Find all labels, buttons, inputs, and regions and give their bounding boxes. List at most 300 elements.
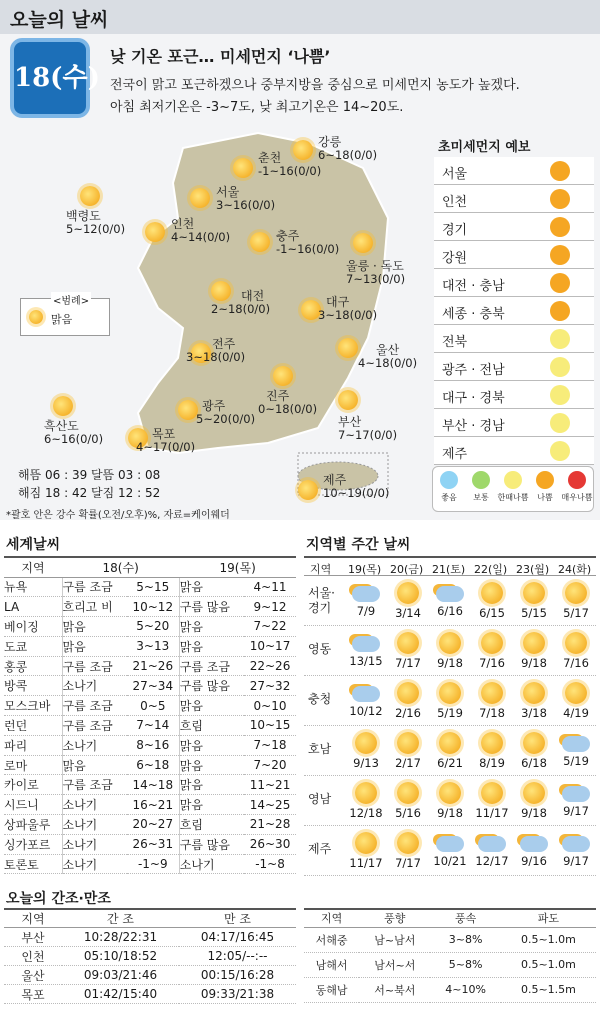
weekly-header (304, 556, 596, 576)
table-cell: 구름 조금 (62, 656, 127, 676)
weekly-row (304, 726, 596, 776)
face-icon (550, 161, 570, 181)
weekly-cell (556, 628, 596, 670)
dust-rows (434, 157, 594, 465)
sun-icon (565, 582, 587, 604)
weekly-header-cell: 20(금) (390, 563, 424, 576)
table-cell: 흐리고 비 (62, 597, 127, 617)
weekly-header-cell: 23(월) (516, 563, 550, 576)
face-icon (550, 385, 570, 405)
header-day1: 18(수) (62, 557, 179, 577)
weekly-header-cell: 21(토) (432, 563, 466, 576)
table-cell: 05:10/18:52 (62, 947, 179, 966)
table-cell: 27~32 (244, 676, 296, 696)
sun-icon (273, 366, 293, 386)
city-ulsan: 울산 4~18(0/0) (358, 343, 418, 370)
table-cell: 홍콩 (4, 656, 62, 676)
city-heuksando: 흑산도 6~16(0/0) (44, 419, 104, 446)
weekly-cell (388, 578, 428, 620)
city-mokpo: 목포 4~17(0/0) (136, 427, 196, 454)
weekly-header-cell: 24(화) (558, 563, 592, 576)
sun-icon (397, 832, 419, 854)
table-cell: 26~30 (244, 834, 296, 854)
weekly-row (304, 576, 596, 626)
table-cell: 동해남 (304, 977, 359, 1002)
table-cell: 26~31 (127, 834, 180, 854)
weekly-region: 제주 (308, 842, 332, 856)
table-cell: 맑음 (179, 795, 244, 815)
weekly-temp: 9/18 (521, 656, 547, 670)
table-cell: 소나기 (179, 854, 244, 874)
page-title: 오늘의 날씨 (10, 9, 109, 31)
dust-row (434, 185, 594, 213)
dust-row (434, 157, 594, 185)
table-cell: 남~남서 (359, 927, 430, 952)
date-badge: 18(수) (10, 38, 90, 118)
weekly-cell (388, 628, 428, 670)
weekly-region: 충청 (308, 692, 332, 706)
weekly-cell (346, 778, 386, 820)
table-cell: 11~21 (244, 775, 296, 795)
weekly-temp: 9/17 (563, 804, 589, 818)
dust-row (434, 213, 594, 241)
weekly-temp: 5/16 (395, 806, 421, 820)
table-row (4, 597, 296, 617)
table-cell: 4~10% (430, 977, 500, 1002)
table-cell: 7~14 (127, 716, 180, 736)
cloudy-icon (478, 836, 506, 852)
table-cell: 상파울루 (4, 815, 62, 835)
table-cell: 16~21 (127, 795, 180, 815)
map-legend: <범례> 맑음 (20, 298, 110, 336)
weekly-cell (430, 628, 470, 670)
weekly-temp: 5/19 (563, 754, 589, 768)
weekly-region: 영남 (308, 792, 332, 806)
table-cell: 0.5~1.0m (501, 927, 596, 952)
weekly-temp: 7/17 (395, 656, 421, 670)
table-cell: 소나기 (62, 795, 127, 815)
table-cell: 싱가포르 (4, 834, 62, 854)
table-cell: 6~18 (127, 755, 180, 775)
weekly-cell (388, 828, 428, 870)
table-cell: 남서~서 (359, 952, 430, 977)
weekly-temp: 7/17 (395, 856, 421, 870)
weekly-row (304, 676, 596, 726)
dust-legend-label: 나쁨 (537, 493, 553, 502)
sun-icon (523, 732, 545, 754)
weekly-cell (556, 578, 596, 620)
face-icon (550, 413, 570, 433)
table-cell: 베이징 (4, 617, 62, 637)
table-cell: 구름 조금 (62, 775, 127, 795)
dust-legend-label: 보통 (473, 493, 489, 502)
sun-icon (145, 222, 165, 242)
weekly-temp: 7/16 (479, 656, 505, 670)
waves-header-direction: 풍향 (359, 909, 430, 927)
table-cell: 시드니 (4, 795, 62, 815)
sun-icon (397, 782, 419, 804)
weekly-cell (514, 728, 554, 770)
table-cell: 10:28/22:31 (62, 928, 179, 947)
weekly-cell (472, 728, 512, 770)
dust-legend-label: 매우나쁨 (561, 493, 593, 502)
weekly-cell (388, 728, 428, 770)
weekly-cell (472, 628, 512, 670)
tides-header-high: 만 조 (179, 909, 296, 928)
dust-row (434, 437, 594, 465)
city-chungju: 충주 -1~16(0/0) (276, 229, 340, 256)
weekly-temp: 12/17 (475, 854, 509, 868)
dust-region: 대전 · 충남 (442, 279, 505, 294)
cloudy-icon (562, 836, 590, 852)
weekly-temp: 9/18 (437, 806, 463, 820)
weekly-cell (430, 828, 470, 868)
city-chuncheon: 춘천 -1~16(0/0) (258, 151, 322, 178)
dust-region: 제주 (442, 447, 468, 462)
weekly-temp: 12/18 (349, 806, 383, 820)
weekly-region: 호남 (308, 742, 332, 756)
weekly-temp: 5/19 (437, 706, 463, 720)
city-seoul: 서울 3~16(0/0) (216, 185, 276, 212)
table-cell: 맑음 (179, 636, 244, 656)
weekly-cell (472, 578, 512, 620)
table-cell: 구름 조금 (62, 716, 127, 736)
table-cell: 10~17 (244, 636, 296, 656)
dust-legend-label: 한때나쁨 (497, 493, 529, 502)
cloudy-icon (436, 586, 464, 602)
dust-legend-item (497, 471, 529, 503)
table-cell: 뉴욕 (4, 577, 62, 597)
table-cell: 흐림 (179, 716, 244, 736)
weekly-temp: 7/18 (479, 706, 505, 720)
weekly-header-cell: 22(일) (474, 563, 508, 576)
tides-table (4, 908, 296, 1004)
weekly-temp: 9/18 (521, 806, 547, 820)
face-icon (550, 301, 570, 321)
dust-region: 부산 · 경남 (442, 419, 505, 434)
table-row (4, 617, 296, 637)
weekly-temp: 6/15 (479, 606, 505, 620)
weekly-temp: 13/15 (349, 654, 383, 668)
face-icon (504, 471, 522, 489)
sun-icon (353, 233, 373, 253)
weekly-temp: 8/19 (479, 756, 505, 770)
weekly-cell (556, 778, 596, 818)
headline: 낮 기온 포근… 미세먼지 ‘나쁨’ (110, 47, 331, 66)
weekly-cell (472, 678, 512, 720)
table-cell: 맑음 (62, 755, 127, 775)
city-jeju: 제주 10~19(0/0) (323, 473, 390, 500)
sun-icon (53, 396, 73, 416)
weekly-temp: 7/16 (563, 656, 589, 670)
weekly-weather-title: 지역별 주간 날씨 (306, 537, 411, 553)
table-cell: 구름 많음 (179, 676, 244, 696)
weekly-cell (346, 828, 386, 870)
table-cell: 맑음 (179, 696, 244, 716)
weekly-temp: 9/16 (521, 854, 547, 868)
table-row (4, 815, 296, 835)
sun-icon (439, 782, 461, 804)
table-cell: -1~8 (244, 854, 296, 874)
cloudy-icon (562, 736, 590, 752)
table-row (4, 854, 296, 874)
face-icon (550, 441, 570, 461)
weekly-cell (514, 678, 554, 720)
dust-legend-item (465, 471, 497, 503)
weekly-weather-table (304, 556, 596, 876)
weekly-temp: 7/9 (356, 604, 376, 618)
table-cell: 00:15/16:28 (179, 966, 296, 985)
table-row (4, 577, 296, 597)
cloudy-icon (562, 786, 590, 802)
face-icon (550, 245, 570, 265)
weekly-region: 영동 (308, 642, 332, 656)
header-region: 지역 (4, 557, 62, 577)
sun-icon (523, 632, 545, 654)
table-row (304, 952, 596, 977)
sun-icon (178, 400, 198, 420)
table-cell: 구름 조금 (179, 656, 244, 676)
table-cell: 21~26 (127, 656, 180, 676)
table-cell: 7~20 (244, 755, 296, 775)
cloudy-icon (352, 686, 380, 702)
table-row (4, 716, 296, 736)
table-cell: 3~8% (430, 927, 500, 952)
table-cell: 20~27 (127, 815, 180, 835)
table-cell: 런던 (4, 716, 62, 736)
table-row (304, 927, 596, 952)
table-cell: 서~북서 (359, 977, 430, 1002)
sun-icon (338, 390, 358, 410)
weekly-temp: 9/17 (563, 854, 589, 868)
dust-region: 인천 (442, 195, 468, 210)
footnote: *괄호 안은 강수 확률(오전/오후)%, 자료=케이웨더 (6, 510, 230, 521)
table-cell: 소나기 (62, 854, 127, 874)
table-cell: 4~11 (244, 577, 296, 597)
table-cell: 남해서 (304, 952, 359, 977)
weekly-cell (430, 578, 470, 618)
dust-legend-item (529, 471, 561, 503)
table-cell: 소나기 (62, 735, 127, 755)
table-cell: 구름 조금 (62, 577, 127, 597)
weekly-row (304, 826, 596, 876)
table-cell: 14~18 (127, 775, 180, 795)
weekly-temp: 9/18 (437, 656, 463, 670)
table-cell: 맑음 (179, 617, 244, 637)
table-cell: 22~26 (244, 656, 296, 676)
sun-icon (338, 338, 358, 358)
fine-dust-forecast (434, 134, 594, 465)
table-cell: 소나기 (62, 676, 127, 696)
sun-icon (565, 682, 587, 704)
city-jeonju: 전주 3~18(0/0) (186, 337, 246, 364)
table-cell: 맑음 (179, 755, 244, 775)
face-icon (440, 471, 458, 489)
sun-icon (565, 632, 587, 654)
city-gangneung: 강릉 6~18(0/0) (318, 135, 378, 162)
city-busan: 부산 7~17(0/0) (338, 415, 398, 442)
waves-header-speed: 풍속 (430, 909, 500, 927)
weekly-temp: 10/21 (433, 854, 467, 868)
weekly-temp: 3/14 (395, 606, 421, 620)
city-gwangju: 광주 5~20(0/0) (196, 399, 256, 426)
table-cell: 토론토 (4, 854, 62, 874)
table-cell: 맑음 (62, 617, 127, 637)
weekly-cell (556, 678, 596, 720)
table-cell: 목포 (4, 985, 62, 1004)
table-cell: 0~10 (244, 696, 296, 716)
sun-icon (397, 582, 419, 604)
dust-row (434, 241, 594, 269)
table-cell: 0.5~1.0m (501, 952, 596, 977)
dust-legend-item (433, 471, 465, 503)
table-cell: 울산 (4, 966, 62, 985)
table-cell: 12:05/--:-- (179, 947, 296, 966)
tides-header-low: 간 조 (62, 909, 179, 928)
dust-region: 강원 (442, 251, 468, 266)
city-incheon: 인천 4~14(0/0) (171, 217, 231, 244)
dust-region: 전북 (442, 335, 468, 350)
weekly-region: 서울·경기 (308, 586, 335, 615)
weekly-temp: 6/18 (521, 756, 547, 770)
city-ulleung: 울릉 · 독도 7~13(0/0) (346, 259, 406, 286)
korea-map (8, 128, 426, 503)
weekly-temp: 10/12 (349, 704, 383, 718)
city-jinju: 진주 0~18(0/0) (258, 389, 318, 416)
table-cell: 01:42/15:40 (62, 985, 179, 1004)
table-cell: 0.5~1.5m (501, 977, 596, 1002)
table-cell: 9~12 (244, 597, 296, 617)
weekly-temp: 5/15 (521, 606, 547, 620)
table-cell: 맑음 (179, 735, 244, 755)
weekly-cell (472, 778, 512, 820)
table-cell: 카이로 (4, 775, 62, 795)
title-bar (0, 0, 600, 34)
dust-row (434, 409, 594, 437)
table-cell: 10~15 (244, 716, 296, 736)
table-cell: -1~9 (127, 854, 180, 874)
table-cell: 도쿄 (4, 636, 62, 656)
waves-table (304, 908, 596, 1003)
cloudy-icon (520, 836, 548, 852)
table-cell: 인천 (4, 947, 62, 966)
weekly-cell (388, 778, 428, 820)
dust-row (434, 269, 594, 297)
table-cell: 27~34 (127, 676, 180, 696)
sun-icon (80, 186, 100, 206)
waves-header-region: 지역 (304, 909, 359, 927)
world-weather-title: 세계날씨 (6, 537, 61, 553)
weekly-cell (346, 678, 386, 718)
dust-row (434, 297, 594, 325)
face-icon (550, 329, 570, 349)
sun-icon (523, 782, 545, 804)
table-cell: 모스크바 (4, 696, 62, 716)
table-cell: 09:03/21:46 (62, 966, 179, 985)
face-icon (568, 471, 586, 489)
dust-row (434, 381, 594, 409)
face-icon (536, 471, 554, 489)
table-cell: 14~25 (244, 795, 296, 815)
table-row (4, 985, 296, 1004)
sun-icon (233, 158, 253, 178)
sun-icon (250, 232, 270, 252)
table-cell: 방콕 (4, 676, 62, 696)
sun-icon (481, 582, 503, 604)
sunrise-info: 해뜸 06 : 39 달뜸 03 : 08 (18, 468, 161, 482)
dust-row (434, 325, 594, 353)
weekly-header-cell: 19(목) (348, 563, 382, 576)
table-cell: 10~12 (127, 597, 180, 617)
dust-legend-label: 좋음 (441, 493, 457, 502)
table-cell: 0~5 (127, 696, 180, 716)
weekly-temp: 4/19 (563, 706, 589, 720)
city-daejeon: 대전 2~18(0/0) (211, 289, 271, 316)
weekly-cell (388, 678, 428, 720)
weekly-cell (514, 778, 554, 820)
table-cell: 8~16 (127, 735, 180, 755)
weekly-cell (346, 628, 386, 668)
table-cell: 소나기 (62, 834, 127, 854)
table-cell: 5~20 (127, 617, 180, 637)
sun-icon (397, 632, 419, 654)
dust-title: 초미세먼지 예보 (438, 140, 531, 155)
table-cell: 소나기 (62, 815, 127, 835)
table-row (304, 977, 596, 1002)
tides-header-region: 지역 (4, 909, 62, 928)
header-day2: 19(목) (179, 557, 296, 577)
summary-line-2: 아침 최저기온은 -3~7도, 낮 최고기온은 14~20도. (110, 100, 404, 115)
dust-row (434, 353, 594, 381)
table-row (4, 676, 296, 696)
dust-region: 경기 (442, 223, 468, 238)
weekly-temp: 5/17 (563, 606, 589, 620)
table-cell: 04:17/16:45 (179, 928, 296, 947)
table-row (4, 947, 296, 966)
table-cell: 구름 많음 (179, 834, 244, 854)
sun-icon (298, 480, 318, 500)
table-cell: 구름 조금 (62, 696, 127, 716)
tides-title: 오늘의 간조·만조 (6, 891, 111, 907)
dust-region: 서울 (442, 167, 468, 182)
weekly-cell (514, 828, 554, 868)
table-cell: 7~18 (244, 735, 296, 755)
sun-icon (481, 782, 503, 804)
face-icon (550, 217, 570, 237)
table-cell: 09:33/21:38 (179, 985, 296, 1004)
table-cell: LA (4, 597, 62, 617)
table-row (4, 735, 296, 755)
table-cell: 구름 많음 (179, 597, 244, 617)
table-row (4, 636, 296, 656)
table-cell: 맑음 (179, 577, 244, 597)
sun-icon (481, 632, 503, 654)
weekly-cell (514, 628, 554, 670)
sun-icon (397, 732, 419, 754)
face-icon (550, 273, 570, 293)
table-cell: 맑음 (179, 775, 244, 795)
table-cell: 서해중 (304, 927, 359, 952)
table-cell: 3~13 (127, 636, 180, 656)
weekly-cell (430, 728, 470, 770)
sun-icon (439, 682, 461, 704)
sun-icon (523, 582, 545, 604)
weekly-temp: 6/16 (437, 604, 463, 618)
table-row (4, 928, 296, 947)
table-cell: 파리 (4, 735, 62, 755)
face-icon (550, 357, 570, 377)
summary-line-1: 전국이 맑고 포근하겠으나 중부지방을 중심으로 미세먼지 농도가 높겠다. (110, 78, 520, 93)
